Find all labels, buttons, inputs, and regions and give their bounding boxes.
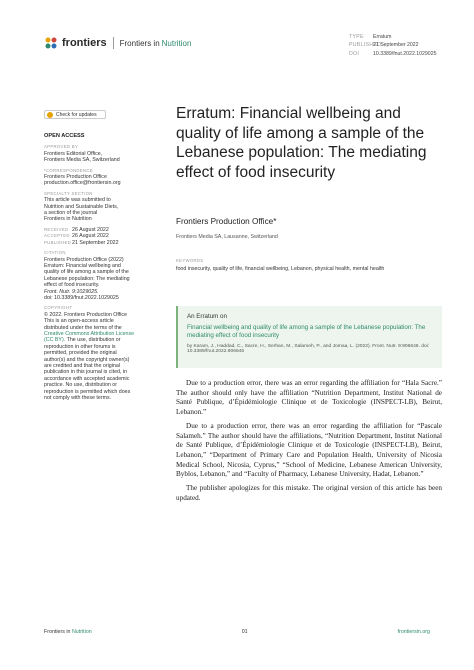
brand-name: frontiers [62,37,107,49]
specialty-line: Frontiers in Nutrition [44,216,92,223]
copyright-line: © 2022. Frontiers Production Office [44,311,128,318]
approved-line: Frontiers Editorial Office, [44,150,103,157]
approved-line: Frontiers Media SA, Switzerland [44,157,120,164]
check-updates-label: Check for updates [56,111,97,118]
copyright-line: publication in this journal is cited, in [44,369,128,376]
frontiers-logo-icon [44,36,58,50]
copyright-line: are credited and that the original [44,363,120,369]
copyright-line: practice. No use, distribution or [44,382,118,389]
license-link[interactable]: Creative Commons Attribution License [44,330,135,337]
citation-line: Erratum: Financial wellbeing and [44,262,121,269]
article-body [176,379,442,507]
meta-type: TYPE Erratum [349,34,392,40]
article-title: Erratum: Financial wellbeing and quality of life among a sample of the Lebanese population: The mediating effect of food insecurity [176,105,427,181]
logo-divider [113,37,114,49]
keywords-label: KEYWORDS [176,258,204,263]
sidebar [44,133,154,401]
citation-line: Frontiers Production Office (2022) [44,256,124,263]
erratum-citation: by Karam, J., Haddad, C., Sacre, H., Serhan, M., Salameh, P., and Jomaa, L. (2022). Front. Nutr. 9:906646. doi: 10.3389/fnut.2022.906646 [187,344,430,354]
article-meta [349,33,436,58]
dates-block [44,227,154,246]
journal-prefix: Frontiers in [119,38,160,48]
copyright-line: This is an open-access article [44,318,114,325]
specialty-line: a section of the journal [44,210,98,217]
citation-doi[interactable]: doi: 10.3389/fnut.2022.1029025 [44,294,119,301]
footer-site-link[interactable]: frontiersin.org [397,629,430,635]
date-received: RECEIVED 26 August 2022 [44,226,109,233]
erratum-box [176,306,442,368]
journal-logo[interactable] [44,36,191,50]
citation-label: CITATION [44,250,66,256]
correspondence-name: Frontiers Production Office [44,174,107,181]
copyright-line: not comply with these terms. [44,395,112,402]
update-badge-icon [47,112,53,118]
body-paragraph: Due to a production error, there was an error regarding the affiliation for “Pascale Salameh.” The author should have the affiliations, “Nutrition Department, Institut National de Santé Publique, d’Épidémiologie Clinique et de Toxicologie (INSPECT-LB), Beirut, Lebanon,” “Department of Primary Care and Population Health, University of Nicosia Medical School, Nicosia, Cyprus,” “School of Medicine, Lebanese American University, Byblos, Lebanon,” and “Faculty of Pharmacy, Lebanese University, Hadat, Lebanon.” [176,421,442,479]
journal-name: Nutrition [161,38,192,48]
specialty-line: Nutrition and Sustainable Diets, [44,203,119,210]
open-access-label: OPEN ACCESS [44,133,85,139]
correspondence-email[interactable]: production.office@frontiersin.org [44,180,121,187]
meta-published: PUBLISHED21 September 2022 [349,42,419,49]
author-affiliation: Frontiers Media SA, Lausanne, Switzerland [176,234,278,240]
citation-line: Lebanese population: The mediating [44,275,130,282]
article-author: Frontiers Production Office* [176,217,277,226]
page-footer [44,629,430,635]
copyright-line: author(s) and the copyright owner(s) [44,356,130,363]
license-link-short[interactable]: (CC BY). [44,337,66,344]
date-published: PUBLISHED 21 September 2022 [44,239,119,246]
approved-label: APPROVED BY [44,144,79,150]
correspondence-label: *CORRESPONDENCE [44,167,93,173]
citation-line: quality of life among a sample of the [44,269,129,276]
erratum-original-title-link[interactable]: Financial wellbeing and quality of life among a sample of the Lebanese population: The mediating effect of food insecurity [187,324,426,339]
specialty-label: SPECIALTY SECTION [44,190,93,196]
date-accepted: ACCEPTED 26 August 2022 [44,233,109,240]
footer-journal[interactable]: Frontiers in Nutrition [44,629,92,635]
copyright-line: reproduction in other forums is [44,343,116,350]
check-updates-button[interactable] [44,110,106,119]
copyright-line: permitted, provided the original [44,350,117,357]
copyright-line: reproduction is permitted which does [44,388,131,395]
erratum-heading: An Erratum on [187,313,227,320]
meta-doi[interactable]: DOI 10.3389/fnut.2022.1029025 [349,50,437,57]
page-number: 01 [241,629,248,635]
copyright-line: (CC BY). The use, distribution or [44,337,121,344]
citation-line: effect of food insecurity. [44,282,100,289]
body-paragraph: The publisher apologizes for this mistake. The original version of this article has been updated. [176,484,442,502]
body-paragraph: Due to a production error, there was an error regarding the affiliation for “Hala Sacre.” The author should only have the affiliation “Nutrition Department, Institut National de Santé Publique, d’Épidémiologie Clinique et de Toxicologie (INSPECT-LB), Beirut, Lebanon.” [176,379,442,417]
citation-line: Front. Nutr. 9:1029025. [44,288,99,295]
keywords: food insecurity, quality of life, financial wellbeing, Lebanon, physical health, mental health [176,266,385,272]
copyright-line: distributed under the terms of the [44,324,122,331]
copyright-label: COPYRIGHT [44,305,73,311]
copyright-line: accordance with accepted academic [44,375,130,382]
specialty-line: This article was submitted to [44,197,111,204]
